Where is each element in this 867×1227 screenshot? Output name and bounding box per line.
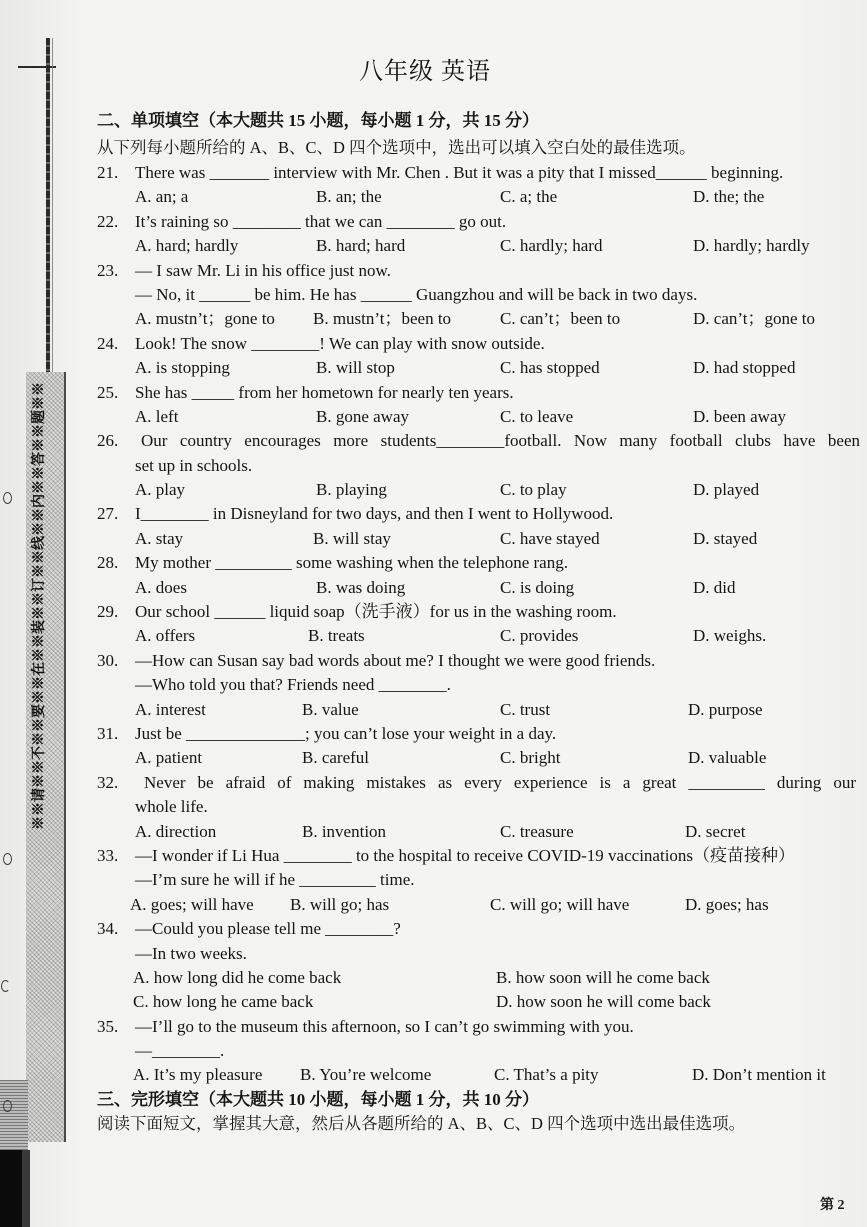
- question-line: [97, 649, 862, 673]
- question-24: [97, 332, 862, 381]
- section-3-instruction: 阅读下面短文，掌握其大意，然后从各题所给的 A、B、C、D 四个选项中选出最佳选项。: [97, 1114, 746, 1134]
- binding-rule-edge: [52, 38, 53, 374]
- section-3-heading-line: [97, 1088, 862, 1112]
- question-number: 34.: [97, 919, 119, 939]
- question-number: 26.: [97, 431, 119, 451]
- option-d: D. did: [693, 577, 736, 597]
- question-text: — I saw Mr. Li in his office just now.: [135, 260, 391, 280]
- options-row: [97, 990, 862, 1014]
- question-text: Just be ______________; you can’t lose your weight in a day.: [135, 723, 557, 743]
- options-row: [97, 576, 862, 600]
- binding-hole-mark: [1, 980, 10, 992]
- option-b: B. will go; has: [290, 894, 390, 914]
- option-d: D. the; the: [693, 187, 765, 207]
- question-text: —Could you please tell me ________?: [135, 919, 401, 939]
- option-a: A. interest: [135, 699, 206, 719]
- options-row: [97, 405, 862, 429]
- page-number: 第 2: [820, 1198, 845, 1213]
- option-c: C. bright: [500, 748, 561, 768]
- question-number: 22.: [97, 211, 119, 231]
- option-a: A. offers: [135, 626, 196, 646]
- options-row: [97, 307, 862, 331]
- option-a: A. direction: [135, 821, 217, 841]
- question-text: —I’ll go to the museum this afternoon, so I can’t go swimming with you.: [135, 1016, 634, 1036]
- question-text: — No, it ______ be him. He has ______ Guangzhou and will be back in two days.: [135, 284, 698, 304]
- question-33: [97, 844, 862, 917]
- question-text: whole life.: [135, 797, 208, 817]
- question-line: [97, 1039, 862, 1063]
- options-row: [97, 966, 862, 990]
- question-line: [97, 1015, 862, 1039]
- binding-hole-mark: [3, 1100, 12, 1112]
- question-line: [97, 600, 862, 624]
- option-a: A. does: [135, 577, 187, 597]
- question-text: Never be afraid of making mistakes as every experience is a great _________ during our: [144, 772, 856, 792]
- option-b: B. playing: [316, 480, 387, 500]
- option-c: C. how long he came back: [133, 992, 314, 1012]
- question-line: [97, 283, 862, 307]
- question-number: 24.: [97, 333, 119, 353]
- option-c: C. a; the: [500, 187, 558, 207]
- question-32: [97, 771, 862, 844]
- question-35: [97, 1015, 862, 1088]
- question-22: [97, 210, 862, 259]
- question-text: —How can Susan say bad words about me? I thought we were good friends.: [135, 650, 656, 670]
- question-number: 23.: [97, 260, 119, 280]
- option-a: A. mustn’t；gone to: [135, 309, 275, 329]
- option-d: D. had stopped: [693, 358, 796, 378]
- question-text: There was _______ interview with Mr. Chen . But it was a pity that I missed______ beginning.: [135, 163, 784, 182]
- option-a: A. It’s my pleasure: [133, 1065, 263, 1085]
- options-row: [97, 478, 862, 502]
- option-d: D. Don’t mention it: [692, 1065, 826, 1085]
- question-number: 30.: [97, 650, 119, 670]
- option-a: A. patient: [135, 748, 203, 768]
- question-31: [97, 722, 862, 771]
- option-d: D. been away: [693, 406, 786, 426]
- page-title: 八年级 英语: [359, 59, 491, 85]
- option-b: B. hard; hard: [316, 236, 406, 256]
- question-line: [97, 454, 862, 478]
- option-d: D. hardly; hardly: [693, 236, 810, 256]
- option-b: B. was doing: [316, 577, 406, 597]
- question-29: [97, 600, 862, 649]
- section-2-heading: 二、单项填空（本大题共 15 小题，每小题 1 分，共 15 分）: [97, 111, 539, 130]
- question-number: 29.: [97, 602, 119, 622]
- option-c: C. That’s a pity: [494, 1065, 599, 1085]
- question-text: Look! The snow ________! We can play with snow outside.: [135, 333, 545, 353]
- option-b: B. value: [302, 699, 359, 719]
- question-number: 32.: [97, 772, 119, 792]
- options-row: [97, 893, 862, 917]
- option-c: C. hardly; hard: [500, 236, 603, 256]
- question-27: [97, 502, 862, 551]
- question-text: My mother _________ some washing when the telephone rang.: [135, 553, 568, 573]
- question-line: [97, 381, 862, 405]
- section-3-heading: 三、完形填空（本大题共 10 小题，每小题 1 分，共 10 分）: [97, 1089, 539, 1109]
- option-b: B. invention: [302, 821, 387, 841]
- question-23: [97, 259, 862, 332]
- question-text: —Who told you that? Friends need ________.: [135, 675, 451, 695]
- option-c: C. has stopped: [500, 358, 600, 378]
- option-a: A. is stopping: [135, 358, 230, 378]
- question-number: 28.: [97, 553, 119, 573]
- question-25: [97, 381, 862, 430]
- option-c: C. provides: [500, 626, 579, 646]
- question-list: [97, 161, 862, 1137]
- option-d: D. purpose: [688, 699, 763, 719]
- option-d: D. how soon he will come back: [496, 992, 711, 1012]
- option-a: A. left: [135, 406, 179, 426]
- question-line: [97, 771, 862, 795]
- option-c: C. treasure: [500, 821, 574, 841]
- options-row: [97, 234, 862, 258]
- question-line: [97, 551, 862, 575]
- question-30: [97, 649, 862, 722]
- binding-hole-mark: [3, 492, 12, 504]
- question-number: 21.: [97, 163, 119, 182]
- option-d: D. valuable: [688, 748, 767, 768]
- question-line: [97, 673, 862, 697]
- question-text: —________.: [135, 1041, 225, 1061]
- binding-hole-mark: [3, 853, 12, 865]
- options-row: [97, 356, 862, 380]
- question-line: [97, 502, 862, 526]
- option-c: C. trust: [500, 699, 551, 719]
- question-line: [97, 210, 862, 234]
- question-text: It’s raining so ________ that we can ________ go out.: [135, 211, 507, 231]
- scan-edge-block: [0, 1150, 30, 1227]
- options-row: [97, 624, 862, 648]
- question-line: [97, 332, 862, 356]
- section-2-instruction: 从下列每小题所给的 A、B、C、D 四个选项中，选出可以填入空白处的最佳选项。: [97, 138, 696, 157]
- option-b: B. treats: [308, 626, 365, 646]
- question-28: [97, 551, 862, 600]
- question-text: I________ in Disneyland for two days, and then I went to Hollywood.: [135, 504, 614, 524]
- option-b: B. will stop: [316, 358, 395, 378]
- option-a: A. goes; will have: [130, 894, 254, 914]
- question-number: 35.: [97, 1016, 119, 1036]
- option-c: C. will go; will have: [490, 894, 630, 914]
- option-d: D. can’t；gone to: [693, 309, 815, 329]
- question-line: [97, 844, 862, 868]
- option-b: B. careful: [302, 748, 370, 768]
- question-34: [97, 917, 862, 1015]
- option-a: A. stay: [135, 528, 184, 548]
- section-3-instruction-line: [97, 1112, 862, 1136]
- question-number: 27.: [97, 504, 119, 524]
- option-c: C. to play: [500, 480, 567, 500]
- option-a: A. how long did he come back: [133, 967, 342, 987]
- question-text: Our school ______ liquid soap（洗手液）for us in the washing room.: [135, 602, 617, 622]
- option-b: B. You’re welcome: [300, 1065, 432, 1085]
- question-line: [97, 917, 862, 941]
- question-text: She has _____ from her hometown for nearly ten years.: [135, 382, 514, 402]
- option-d: D. played: [693, 480, 760, 500]
- option-b: B. will stay: [313, 528, 391, 548]
- option-a: A. hard; hardly: [135, 236, 239, 256]
- question-number: 31.: [97, 723, 119, 743]
- question-line: [97, 722, 862, 746]
- question-text: —I’m sure he will if he _________ time.: [135, 870, 415, 890]
- options-row: [97, 698, 862, 722]
- option-c: C. can’t；been to: [500, 309, 621, 329]
- question-line: [97, 868, 862, 892]
- options-row: [97, 746, 862, 770]
- option-b: B. mustn’t；been to: [313, 309, 452, 329]
- binding-warning-text: ※※请※※不※※要※※在※※装※※订※※线※※内※※答※※题※※: [32, 382, 47, 830]
- option-a: A. play: [135, 480, 186, 500]
- question-line: [97, 259, 862, 283]
- question-text: —I wonder if Li Hua ________ to the hospital to receive COVID-19 vaccinations（疫苗接种）: [135, 845, 796, 865]
- question-26: [97, 429, 862, 502]
- options-row: [97, 820, 862, 844]
- binding-rule: [46, 38, 50, 374]
- question-line: [97, 795, 862, 819]
- options-row: [97, 527, 862, 551]
- question-text: —In two weeks.: [135, 943, 247, 963]
- option-d: D. goes; has: [685, 894, 769, 914]
- option-c: C. have stayed: [500, 528, 600, 548]
- option-d: D. secret: [685, 821, 746, 841]
- option-d: D. weighs.: [693, 626, 767, 646]
- question-number: 33.: [97, 845, 119, 865]
- question-line: [97, 161, 862, 185]
- option-c: C. to leave: [500, 406, 574, 426]
- question-text: Our country encourages more students________football. Now many football clubs have been: [141, 431, 860, 451]
- option-a: A. an; a: [135, 187, 189, 207]
- question-text: set up in schools.: [135, 455, 253, 475]
- options-row: [97, 1063, 862, 1087]
- option-b: B. gone away: [316, 406, 410, 426]
- question-number: 25.: [97, 382, 119, 402]
- scan-edge-shade: [0, 1080, 28, 1150]
- question-line: [97, 942, 862, 966]
- option-d: D. stayed: [693, 528, 758, 548]
- option-b: B. an; the: [316, 187, 382, 207]
- option-c: C. is doing: [500, 577, 575, 597]
- question-line: [97, 429, 862, 453]
- question-21: [97, 161, 862, 210]
- options-row: [97, 185, 862, 209]
- option-b: B. how soon will he come back: [496, 967, 710, 987]
